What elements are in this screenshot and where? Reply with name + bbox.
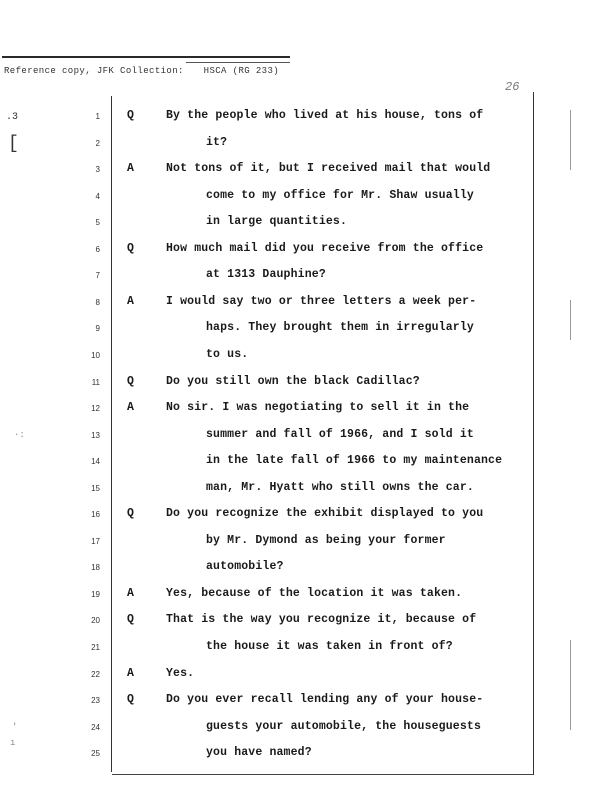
transcript-line (0, 454, 540, 472)
transcript-line (0, 162, 540, 180)
line-text: in large quantities. (206, 215, 348, 229)
line-text: it? (206, 135, 228, 149)
line-text: Yes, because of the location it was taken. (166, 586, 463, 600)
page-number-mark: 26 (505, 80, 520, 94)
speaker-label: Q (127, 109, 134, 122)
transcript-line (0, 268, 540, 286)
margin-bracket: [ (8, 134, 19, 154)
scan-speck: ı (10, 738, 16, 748)
transcript-line (0, 560, 540, 578)
line-text: guests your automobile, the houseguests (206, 719, 481, 733)
line-number: 16 (91, 510, 100, 520)
line-text: man, Mr. Hyatt who still owns the car. (206, 480, 474, 494)
line-number: 14 (91, 457, 100, 467)
transcript-line (0, 640, 540, 658)
line-number: 5 (95, 218, 100, 228)
line-number: 2 (95, 138, 100, 148)
transcript-line (0, 321, 540, 339)
scan-edge-mark (570, 110, 571, 170)
transcript-line (0, 348, 540, 366)
transcript-line (0, 375, 540, 393)
line-number: 7 (95, 271, 100, 281)
transcript-line (0, 534, 540, 552)
line-number: 9 (95, 324, 100, 334)
line-number: 6 (95, 244, 100, 254)
collection-text: HSCA (RG 233) (203, 66, 280, 76)
speaker-label: A (127, 294, 134, 308)
line-number: 4 (95, 191, 100, 201)
transcript-line (0, 613, 540, 631)
speaker-label: Q (127, 613, 134, 627)
line-number: 3 (95, 165, 100, 175)
speaker-label: Q (127, 241, 134, 255)
transcript-line (0, 693, 540, 711)
reference-text: Reference copy, JFK Collection: (4, 66, 184, 76)
line-number: 21 (91, 643, 100, 652)
line-text: How much mail did you receive from the office (166, 241, 484, 255)
line-text: That is the way you recognize it, because of (166, 613, 477, 627)
top-rule (2, 56, 290, 58)
line-number: 19 (91, 589, 100, 599)
scan-edge-mark (570, 640, 571, 730)
transcript-line (0, 401, 540, 419)
line-text: summer and fall of 1966, and I sold it (206, 427, 474, 441)
line-text: I would say two or three letters a week per- (166, 294, 477, 308)
speaker-label: A (127, 401, 134, 415)
transcript-line (0, 109, 540, 127)
line-number: 8 (95, 297, 100, 307)
line-number: 18 (91, 563, 100, 573)
line-text: Yes. (166, 666, 195, 680)
line-number: 12 (91, 404, 100, 414)
line-text: By the people who lived at his house, tons of (166, 109, 484, 122)
bottom-rule (112, 774, 533, 775)
scan-speck: ' (12, 722, 18, 732)
transcript-line (0, 720, 540, 738)
transcript-line (0, 428, 540, 446)
line-number: 13 (91, 430, 100, 440)
line-number: 24 (91, 722, 100, 732)
speaker-label: Q (127, 507, 134, 521)
speaker-label: A (127, 162, 134, 176)
line-number: 10 (91, 350, 100, 360)
line-text: the house it was taken in front of? (206, 640, 453, 653)
scan-edge-mark (570, 300, 571, 340)
transcript-line (0, 587, 540, 605)
line-number: 11 (91, 377, 100, 387)
line-text: automobile? (206, 560, 284, 574)
transcript-line (0, 136, 540, 154)
line-number: 17 (91, 536, 100, 546)
transcript-line (0, 242, 540, 260)
speaker-label: Q (127, 374, 134, 388)
line-text: Do you recognize the exhibit displayed to you (166, 507, 484, 521)
transcript-line (0, 507, 540, 525)
transcript-line (0, 189, 540, 207)
line-text: at 1313 Dauphine? (206, 268, 326, 282)
line-text: come to my office for Mr. Shaw usually (206, 188, 474, 202)
line-text: Do you still own the black Cadillac? (166, 374, 420, 388)
line-text: by Mr. Dymond as being your former (206, 533, 446, 547)
transcript-line (0, 667, 540, 685)
line-number: 20 (91, 616, 100, 626)
line-text: Do you ever recall lending any of your house- (166, 693, 484, 707)
line-text: in the late fall of 1966 to my maintenance (206, 454, 503, 468)
transcript-line (0, 481, 540, 499)
line-number: 25 (91, 749, 100, 759)
speaker-label: A (127, 666, 134, 680)
top-rule-secondary (186, 62, 290, 63)
line-text: to us. (206, 347, 249, 361)
reference-header (4, 66, 279, 76)
transcript-line (0, 295, 540, 313)
transcript-line (0, 746, 540, 764)
line-number: 1 (95, 112, 100, 121)
transcript-line (0, 215, 540, 233)
speaker-label: Q (127, 693, 134, 707)
line-text: haps. They brought them in irregularly (206, 321, 474, 335)
margin-number: .3 (6, 112, 19, 123)
speaker-label: A (127, 586, 134, 600)
line-text: Not tons of it, but I received mail that would (166, 162, 491, 176)
line-number: 23 (91, 696, 100, 706)
line-number: 22 (91, 669, 100, 679)
line-number: 15 (91, 483, 100, 493)
line-text: you have named? (206, 746, 312, 760)
line-text: No sir. I was negotiating to sell it in the (166, 401, 470, 415)
scan-speck: ·: (14, 430, 25, 440)
